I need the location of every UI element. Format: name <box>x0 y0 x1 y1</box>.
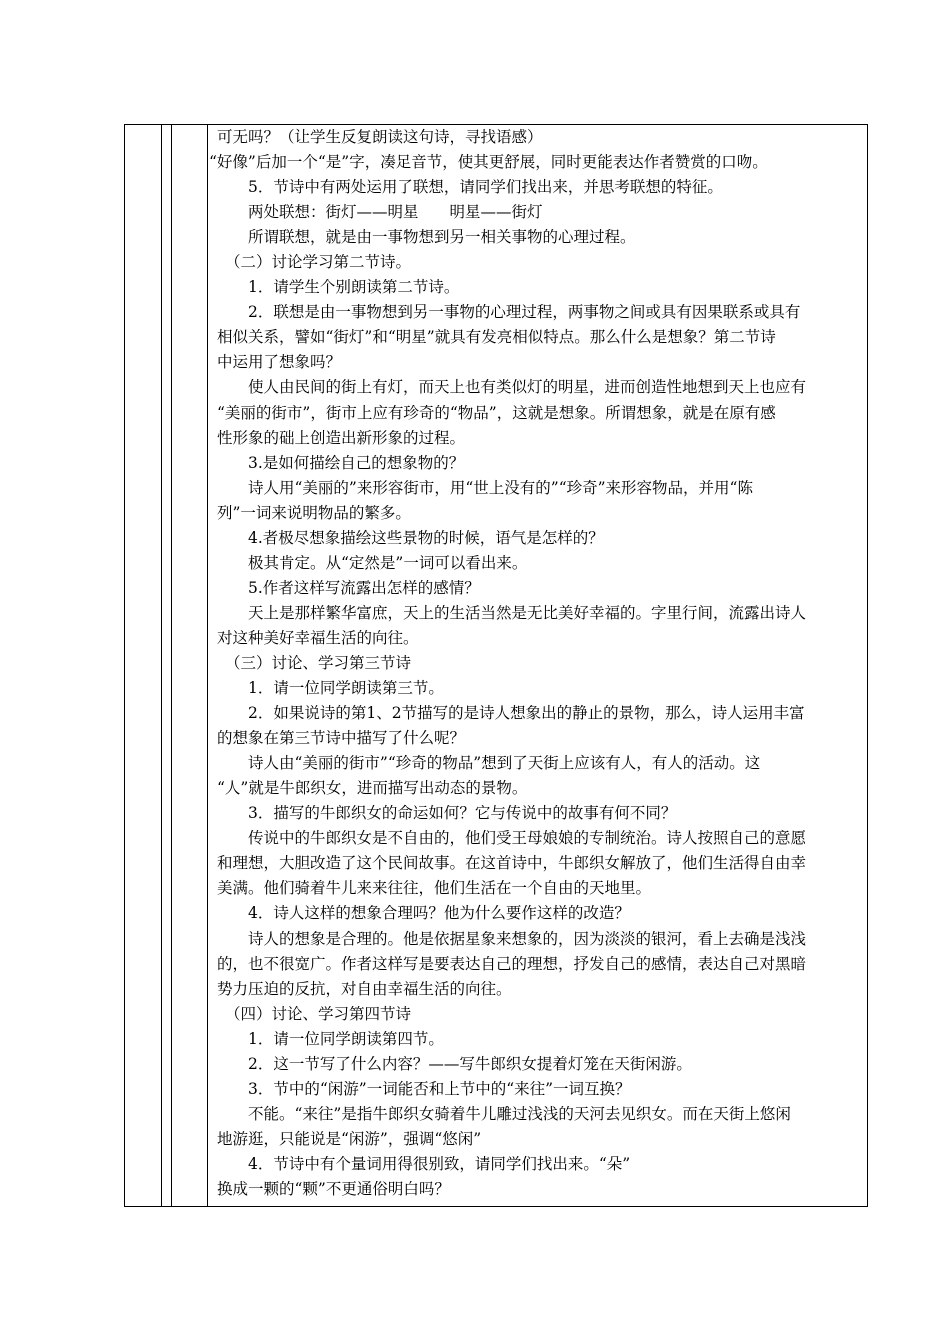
column-divider <box>207 125 208 1206</box>
text-line: 不能。“来往”是指牛郎织女骑着牛儿雕过浅浅的天河去见织女。而在天街上悠闲 <box>248 1104 791 1123</box>
text-line: 4.者极尽想象描绘这些景物的时候，语气是怎样的？ <box>248 528 604 547</box>
text-line: 1．请一位同学朗读第三节。 <box>248 679 444 698</box>
text-line: 两处联想：街灯——明星 明星——街灯 <box>248 203 543 222</box>
text-line: 相似关系，譬如“街灯”和“明星”就具有发亮相似特点。那么什么是想象？第二节诗 <box>217 328 776 347</box>
text-line: 地游逛，只能说是“闲游”，强调“悠闲” <box>217 1129 482 1148</box>
text-line: “人”就是牛郎织女，进而描写出动态的景物。 <box>217 779 528 798</box>
text-line: 诗人用“美丽的”来形容街市，用“世上没有的”“珍奇”来形容物品，并用“陈 <box>248 478 753 497</box>
text-line: 中运用了想象吗？ <box>217 353 342 372</box>
text-line: 使人由民间的街上有灯，而天上也有类似灯的明星，进而创造性地想到天上也应有 <box>248 378 807 397</box>
text-line: 5．节诗中有两处运用了联想，请同学们找出来，并思考联想的特征。 <box>248 178 723 197</box>
text-line: 4．诗人这样的想象合理吗？他为什么要作这样的改造？ <box>248 904 630 923</box>
text-line: 极其肯定。从“定然是”一词可以看出来。 <box>248 553 528 572</box>
text-line: 诗人由“美丽的街市”“珍奇的物品”想到了天街上应该有人，有人的活动。这 <box>248 754 761 773</box>
text-line: 天上是那样繁华富庶，天上的生活当然是无比美好幸福的。字里行间，流露出诗人 <box>248 603 807 622</box>
text-line: 可无吗？（让学生反复朗读这句诗，寻找语感） <box>217 128 543 146</box>
text-line: 2．联想是由一事物想到另一事物的心理过程，两事物之间或具有因果联系或具有 <box>248 303 801 322</box>
text-line: 传说中的牛郎织女是不自由的，他们受王母娘娘的专制统治。诗人按照自己的意愿 <box>248 829 807 848</box>
text-line: 性形象的础上创造出新形象的过程。 <box>217 428 466 447</box>
text-line: （四）讨论、学习第四节诗 <box>225 1004 412 1023</box>
text-line: “美丽的街市”，街市上应有珍奇的“物品”，这就是想象。所谓想象，就是在原有感 <box>217 403 776 422</box>
text-line: 的，也不很宽广。作者这样写是要表达自己的理想，抒发自己的感情，表达自己对黑暗 <box>217 954 807 973</box>
text-line: 列”一词来说明物品的繁多。 <box>217 503 411 522</box>
text-line: 和理想，大胆改造了这个民间故事。在这首诗中，牛郎织女解放了，他们生活得自由幸 <box>217 854 807 873</box>
text-line: 2．这一节写了什么内容？——写牛郎织女提着灯笼在天街闲游。 <box>248 1054 692 1073</box>
text-line: 3．描写的牛郎织女的命运如何？它与传说中的故事有何不同？ <box>248 804 677 823</box>
column-divider <box>171 125 172 1206</box>
text-line: 所谓联想，就是由一事物想到另一相关事物的心理过程。 <box>248 228 636 247</box>
text-line: 的想象在第三节诗中描写了什么呢？ <box>217 729 466 748</box>
text-line: （三）讨论、学习第三节诗 <box>225 653 412 672</box>
text-line: （二）讨论学习第二节诗。 <box>225 253 412 272</box>
text-line: 换成一颗的“颗”不更通俗明白吗？ <box>217 1179 450 1198</box>
text-line: 4．节诗中有个量词用得很别致，请同学们找出来。“朵” <box>248 1154 631 1173</box>
text-line: 3.是如何描绘自己的想象物的？ <box>248 453 465 472</box>
text-line: “好像”后加一个“是”字，凑足音节，使其更舒展，同时更能表达作者赞赏的口吻。 <box>209 153 768 172</box>
lesson-table <box>124 124 868 1207</box>
lesson-content-cell <box>209 125 859 1202</box>
text-line: 诗人的想象是合理的。他是依据星象来想象的，因为淡淡的银河，看上去确是浅浅 <box>248 929 807 948</box>
text-line: 2．如果说诗的第1、2节描写的是诗人想象出的静止的景物，那么，诗人运用丰富 <box>248 704 805 723</box>
column-divider <box>161 125 162 1206</box>
text-line: 1．请一位同学朗读第四节。 <box>248 1029 444 1048</box>
text-line: 1．请学生个别朗读第二节诗。 <box>248 278 460 297</box>
text-line: 3．节中的“闲游”一词能否和上节中的“来往”一词互换？ <box>248 1079 631 1098</box>
text-line: 势力压迫的反抗，对自由幸福生活的向往。 <box>217 979 512 998</box>
text-line: 对这种美好幸福生活的向往。 <box>217 628 419 647</box>
text-line: 5.作者这样写流露出怎样的感情？ <box>248 578 480 597</box>
text-line: 美满。他们骑着牛儿来来往往，他们生活在一个自由的天地里。 <box>217 879 652 898</box>
